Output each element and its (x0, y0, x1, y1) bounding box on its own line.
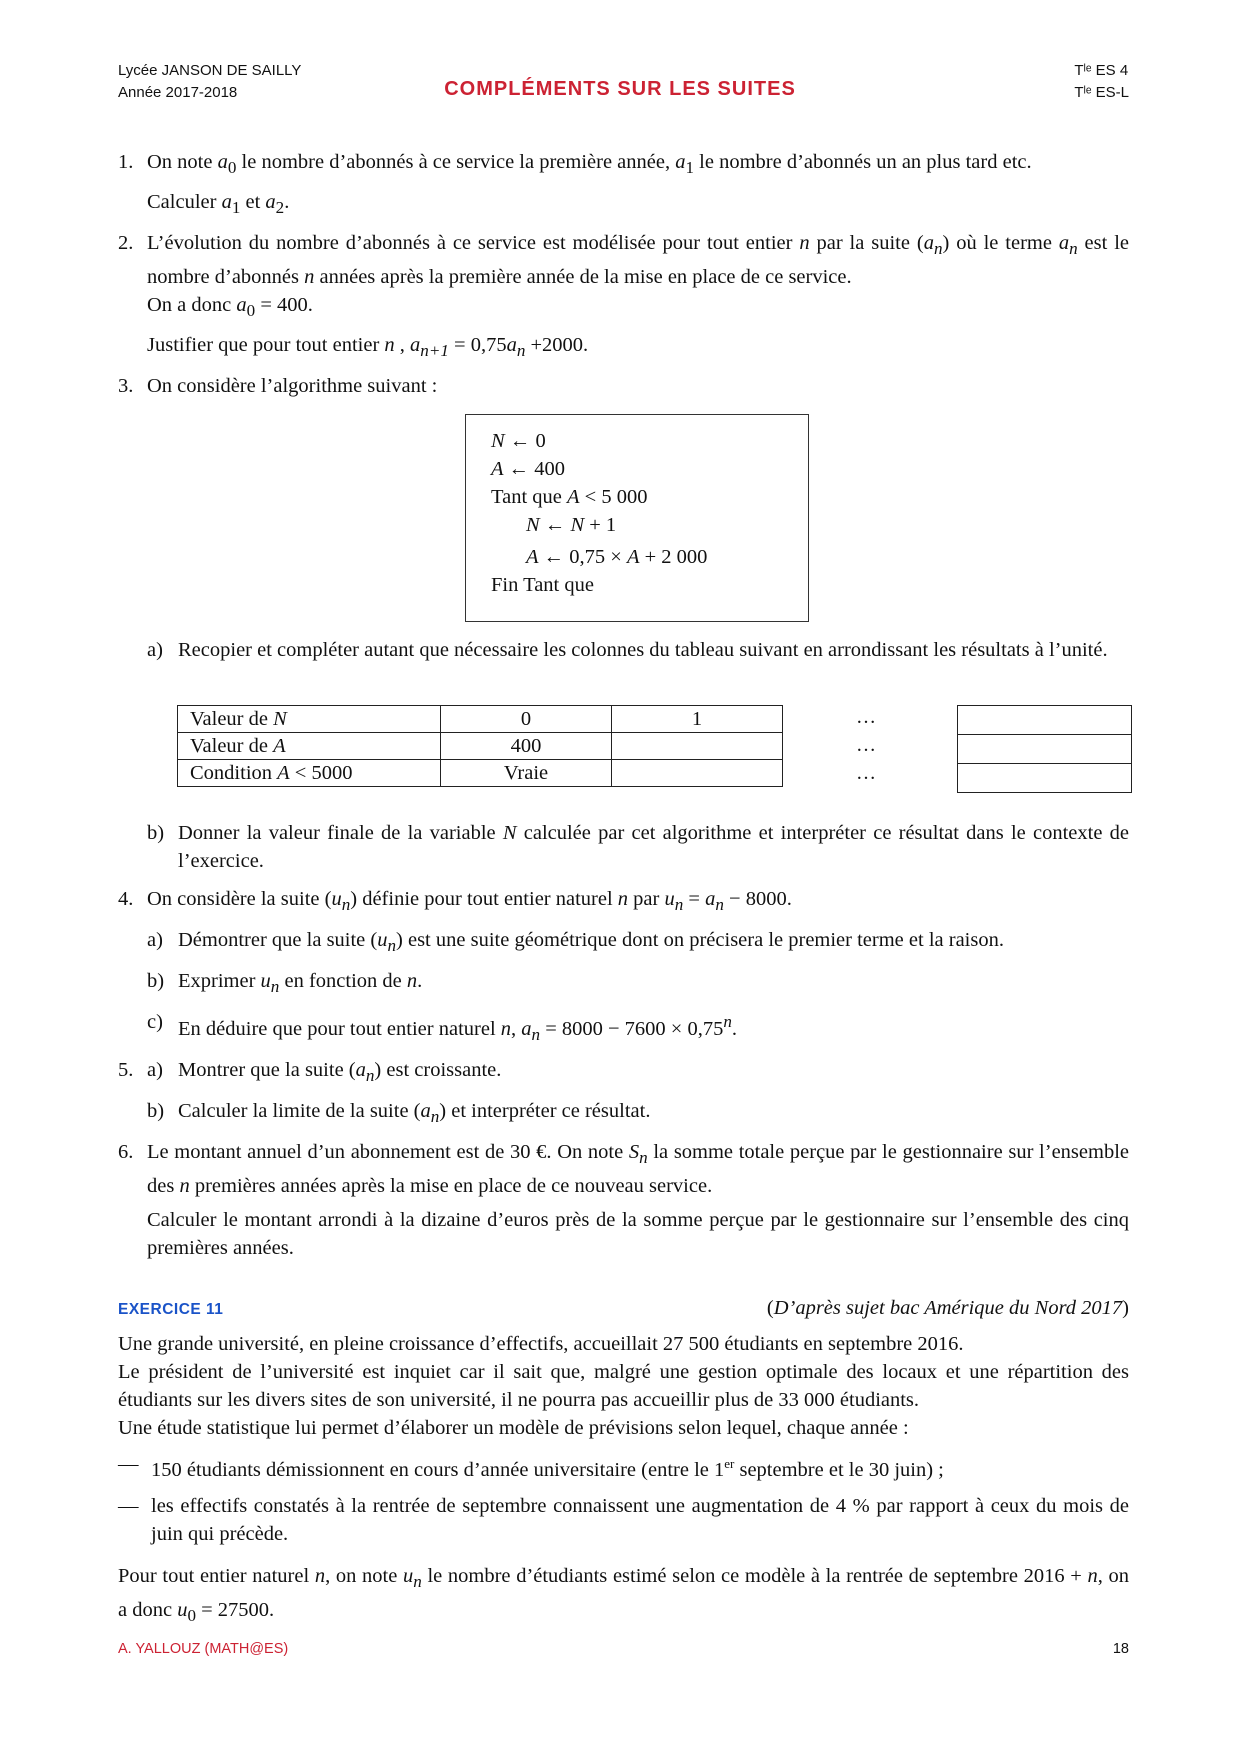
question-number: 5. (118, 1059, 134, 1082)
sub-label: b) (147, 822, 165, 844)
values-table-last-column (957, 705, 1132, 793)
table-row (178, 706, 783, 733)
question-number: 2. (118, 232, 134, 255)
dash-bullet: — (118, 1453, 139, 1476)
table-cell: 400 (441, 733, 612, 760)
table-cell: 1 (612, 706, 783, 733)
table-cell: Vraie (441, 760, 612, 787)
table-cell (958, 764, 1132, 793)
sub-label: b) (147, 970, 165, 993)
row-label: Condition A < 5000 (178, 760, 441, 787)
ellipsis: … (856, 734, 876, 756)
question-4: 4. On considère la suite $(u_n)$ définie pour tout entier naturel n par $u_n = a_n - 8000$. (118, 885, 1129, 919)
row-label: Valeur de N (178, 706, 441, 733)
school-year: Année 2017-2018 (118, 84, 238, 101)
table-row (178, 760, 783, 787)
question-6 (118, 1138, 1129, 1262)
table-cell (612, 733, 783, 760)
exercise-11-header (118, 1294, 1129, 1322)
table-cell: 0 (441, 706, 612, 733)
sub-label: a) (147, 1059, 163, 1082)
class-name-1: Tˡᵉ ES 4 (1074, 62, 1129, 79)
question-initial: On a donc $a_0 = 400$. (147, 294, 313, 321)
table-cell (958, 735, 1132, 764)
class-name-2: Tˡᵉ ES-L (1074, 84, 1129, 101)
question-text: Le montant annuel d’un abonnement est de 30 €. On note $S_n$ la somme totale perçue par le gestionnaire sur l’ensemble des n premières années après la mise en place de ce nouveau service. (147, 1141, 1129, 1198)
sub-label: b) (147, 1100, 165, 1123)
exercise-title: EXERCICE 11 (118, 1301, 224, 1319)
algo-line: Tant que A < 5 000 (491, 486, 648, 508)
ex11-paragraph-3: Une étude statistique lui permet d’élaborer un modèle de prévisions selon lequel, chaque année : (118, 1417, 909, 1440)
ex11-paragraph-4: Pour tout entier naturel n, on note $u_n$ le nombre d’étudiants estimé selon ce modèle à la rentrée de septembre 2016 + n, on a donc $u_0 = 27500$. (118, 1565, 1130, 1626)
ex11-paragraph-1: Une grande université, en pleine croissance d’effectifs, accueillait 27 500 étudiants en septembre 2016. (118, 1333, 964, 1356)
question-text: L’évolution du nombre d’abonnés à ce service est modélisée pour tout entier n par la suite $(a_n)$ où le terme $a_n$ est le nombre d’abonnés n années après la première année de la mise en place de ce service. (147, 232, 1129, 289)
question-5b: b) Calculer la limite de la suite $(a_n)$ et interpréter ce résultat. (118, 1097, 1129, 1131)
algo-line: N ← N + 1 (526, 514, 617, 536)
question-text: On considère l’algorithme suivant : (147, 375, 438, 398)
sub-label: a) (147, 639, 163, 661)
table-cell (612, 760, 783, 787)
header-right (1074, 60, 1129, 104)
question-number: 1. (118, 151, 134, 173)
algo-line: N ← 0 (491, 430, 546, 452)
page-number: 18 (1112, 1641, 1129, 1657)
question-3 (118, 372, 1129, 400)
ex11-bullet-2: — les effectifs constatés à la rentrée de septembre connaissent une augmentation de 4 % par rapport à ceux du mois de juin qui précède. (118, 1492, 1129, 1548)
sub-label: c) (147, 1011, 163, 1034)
question-task: Justifier que pour tout entier n , $a_{n+1} = 0,75a_n +2000$. (147, 334, 589, 361)
values-table (177, 705, 783, 787)
question-task: Calculer $a_1$ et $a_2$. (147, 191, 290, 218)
page-title: COMPLÉMENTS SUR LES SUITES (444, 78, 796, 100)
question-3a-container (118, 636, 1129, 671)
table-row (178, 733, 783, 760)
row-label: Valeur de A (178, 733, 441, 760)
algorithm-box (465, 414, 809, 622)
footer-author: A. YALLOUZ (MATH@ES) (118, 1641, 289, 1657)
exercise-source: (D’après sujet bac Amérique du Nord 2017) (766, 1297, 1129, 1320)
ex11-bullet-1: — 150 étudiants démissionnent en cours d’année universitaire (entre le 1er septembre et le 30 juin) ; (118, 1450, 1129, 1484)
question-3a (118, 636, 1129, 664)
algo-line: A ← 0,75 × A + 2 000 (526, 546, 708, 568)
question-4b: b) Exprimer $u_n$ en fonction de n. (118, 967, 1129, 1001)
ellipsis: … (856, 706, 876, 728)
question-number: 3. (118, 375, 134, 398)
dash-bullet: — (118, 1495, 139, 1518)
question-number: 6. (118, 1141, 134, 1164)
question-4a: a) Démontrer que la suite $(u_n)$ est une suite géométrique dont on précisera le premier terme et la raison. (118, 926, 1129, 960)
sub-text: Recopier et compléter autant que nécessaire les colonnes du tableau suivant en arrondissant les résultats à l’unité. (178, 639, 1108, 661)
sub-label: a) (147, 929, 163, 952)
question-task: Calculer le montant arrondi à la dizaine d’euros près de la somme perçue par le gestionnaire sur l’ensemble des cinq premières années. (147, 1209, 1129, 1260)
school-name: Lycée JANSON DE SAILLY (118, 62, 302, 79)
question-1 (118, 148, 1129, 222)
question-2 (118, 229, 1129, 365)
question-number: 4. (118, 888, 134, 910)
table-cell (958, 706, 1132, 735)
ellipsis: … (856, 762, 876, 784)
algo-line: A ← 400 (491, 458, 566, 480)
exercise-content (118, 148, 1129, 407)
algo-line: Fin Tant que (491, 574, 594, 596)
exercise-content-continued (118, 819, 1129, 1631)
question-text: On note $a_0$ le nombre d’abonnés à ce service la première année, $a_1$ le nombre d’abonnés un an plus tard etc. (147, 151, 1032, 178)
ex11-paragraph-2: Le président de l’université est inquiet car il sait que, malgré une gestion optimale des locaux et une répartition des étudiants sur les divers sites de son université, il ne pourra pas accueillir plus de 33 000 étudiants. (118, 1361, 1129, 1412)
question-5a: 5. a) Montrer que la suite $(a_n)$ est croissante. (118, 1056, 1129, 1090)
question-3b: b) Donner la valeur finale de la variable N calculée par cet algorithme et interpréter ce résultat dans le contexte de l’exercice. (118, 819, 1129, 875)
question-4c: c) En déduire que pour tout entier naturel n, $a_n = 8000 - 7600 \times 0,75^n$. (118, 1008, 1129, 1049)
